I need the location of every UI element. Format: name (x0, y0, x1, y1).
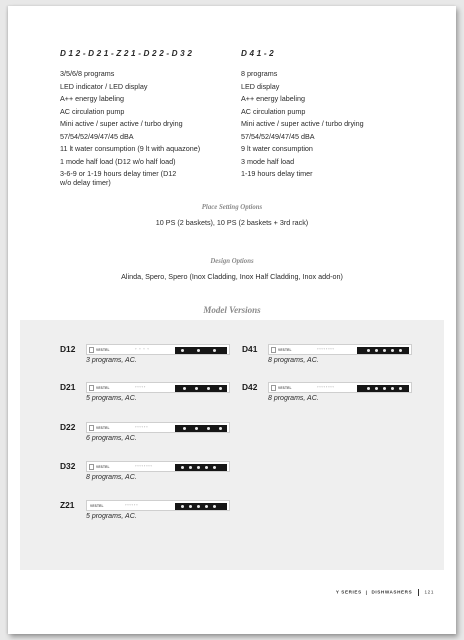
model-code: D21 (60, 382, 76, 392)
button-square-icon (89, 464, 94, 470)
model-description: 5 programs, AC. (86, 395, 137, 402)
control-panel-image (86, 382, 230, 393)
model-versions-panel (20, 320, 444, 570)
indicator-dots-icon: ◦◦◦◦◦◦◦◦ (317, 345, 335, 351)
spec-line: A++ energy labeling (241, 94, 305, 103)
brand-logo: VESTEL (278, 385, 292, 390)
brand-logo: VESTEL (96, 347, 110, 352)
spec-line: LED display (241, 81, 280, 91)
page-footer (336, 589, 434, 596)
spec-line: 3 mode half load (241, 156, 295, 166)
control-panel-image (86, 500, 230, 511)
column-title-right: D41-2 (241, 49, 277, 58)
indicator-dots-icon: ◦◦◦◦◦◦ (125, 501, 139, 507)
spec-line: Mini active / super active / turbo drying (60, 119, 183, 128)
button-square-icon (89, 385, 94, 391)
indicator-dots-icon: ◦ ◦ ◦ ◦ (135, 345, 150, 351)
brand-logo: VESTEL (96, 425, 110, 430)
column-title-left: D12-D21-Z21-D22-D32 (60, 49, 195, 58)
spec-line: Mini active / super active / turbo drying (241, 119, 364, 128)
spec-column-left (60, 48, 240, 189)
spec-column-right (241, 48, 431, 181)
place-setting-title: Place Setting Options (201, 204, 263, 211)
model-code: D41 (242, 344, 258, 354)
button-square-icon (271, 347, 276, 353)
model-description: 8 programs, AC. (86, 474, 137, 481)
spec-line: 3/5/6/8 programs (60, 69, 115, 78)
footer-divider: | (365, 589, 368, 595)
indicator-dots-icon: ◦◦◦◦◦◦◦◦ (135, 462, 153, 468)
model-versions-title: Model Versions (203, 305, 261, 315)
model-description: 5 programs, AC. (86, 513, 137, 520)
indicator-dots-icon: ◦◦◦◦◦ (135, 383, 147, 389)
control-panel-image (86, 461, 230, 472)
model-code: D22 (60, 422, 76, 432)
spec-line: 11 lt water consumption (9 lt with aquazone) (60, 144, 201, 153)
spec-line: A++ energy labeling (60, 94, 124, 103)
indicator-dots-icon: ◦◦◦◦◦◦◦◦ (317, 383, 335, 389)
control-panel-image (268, 344, 412, 355)
display-panel (357, 385, 409, 392)
model-code: Z21 (60, 500, 75, 510)
model-code: D42 (242, 382, 258, 392)
spec-line: 57/54/52/49/47/45 dBA (241, 131, 315, 141)
brand-logo: VESTEL (96, 464, 110, 469)
document-page (8, 6, 456, 634)
spec-line: 3-6-9 or 1-19 hours delay timer (D12 w/o delay timer) (60, 169, 177, 187)
spec-line: AC circulation pump (241, 106, 306, 116)
model-code: D32 (60, 461, 76, 471)
button-square-icon (89, 347, 94, 353)
display-panel (175, 385, 227, 392)
spec-line: LED indicator / LED display (60, 81, 148, 91)
display-panel (175, 347, 227, 354)
model-description: 3 programs, AC. (86, 357, 137, 364)
footer-section: DISHWASHERS (371, 589, 413, 595)
control-panel-image (86, 344, 230, 355)
model-description: 6 programs, AC. (86, 435, 137, 442)
model-description: 8 programs, AC. (268, 395, 319, 402)
display-panel (175, 425, 227, 432)
design-options-title: Design Options (210, 258, 254, 265)
spec-line: 1-19 hours delay timer (241, 169, 313, 178)
footer-series: Y SERIES (335, 589, 362, 595)
design-options-body: Alinda, Spero, Spero (Inox Cladding, Inox Half Cladding, Inox add-on) (121, 272, 343, 281)
display-panel (175, 503, 227, 510)
display-panel (357, 347, 409, 354)
spec-line: 9 lt water consumption (241, 144, 313, 153)
brand-logo: VESTEL (90, 503, 104, 508)
indicator-dots-icon: ◦◦◦◦◦◦ (135, 423, 149, 429)
control-panel-image (268, 382, 412, 393)
brand-logo: VESTEL (96, 385, 110, 390)
display-panel (175, 464, 227, 471)
page-number: 121 (424, 589, 434, 595)
model-code: D12 (60, 344, 76, 354)
footer-separator (418, 589, 419, 596)
model-description: 8 programs, AC. (268, 357, 319, 364)
spec-line: 1 mode half load (D12 w/o half load) (60, 156, 176, 166)
button-square-icon (271, 385, 276, 391)
brand-logo: VESTEL (278, 347, 292, 352)
spec-line: AC circulation pump (60, 106, 125, 116)
place-setting-body: 10 PS (2 baskets), 10 PS (2 baskets + 3rd rack) (155, 218, 309, 227)
spec-line: 8 programs (241, 69, 278, 78)
control-panel-image (86, 422, 230, 433)
button-square-icon (89, 425, 94, 431)
spec-line: 57/54/52/49/47/45 dBA (60, 131, 134, 141)
